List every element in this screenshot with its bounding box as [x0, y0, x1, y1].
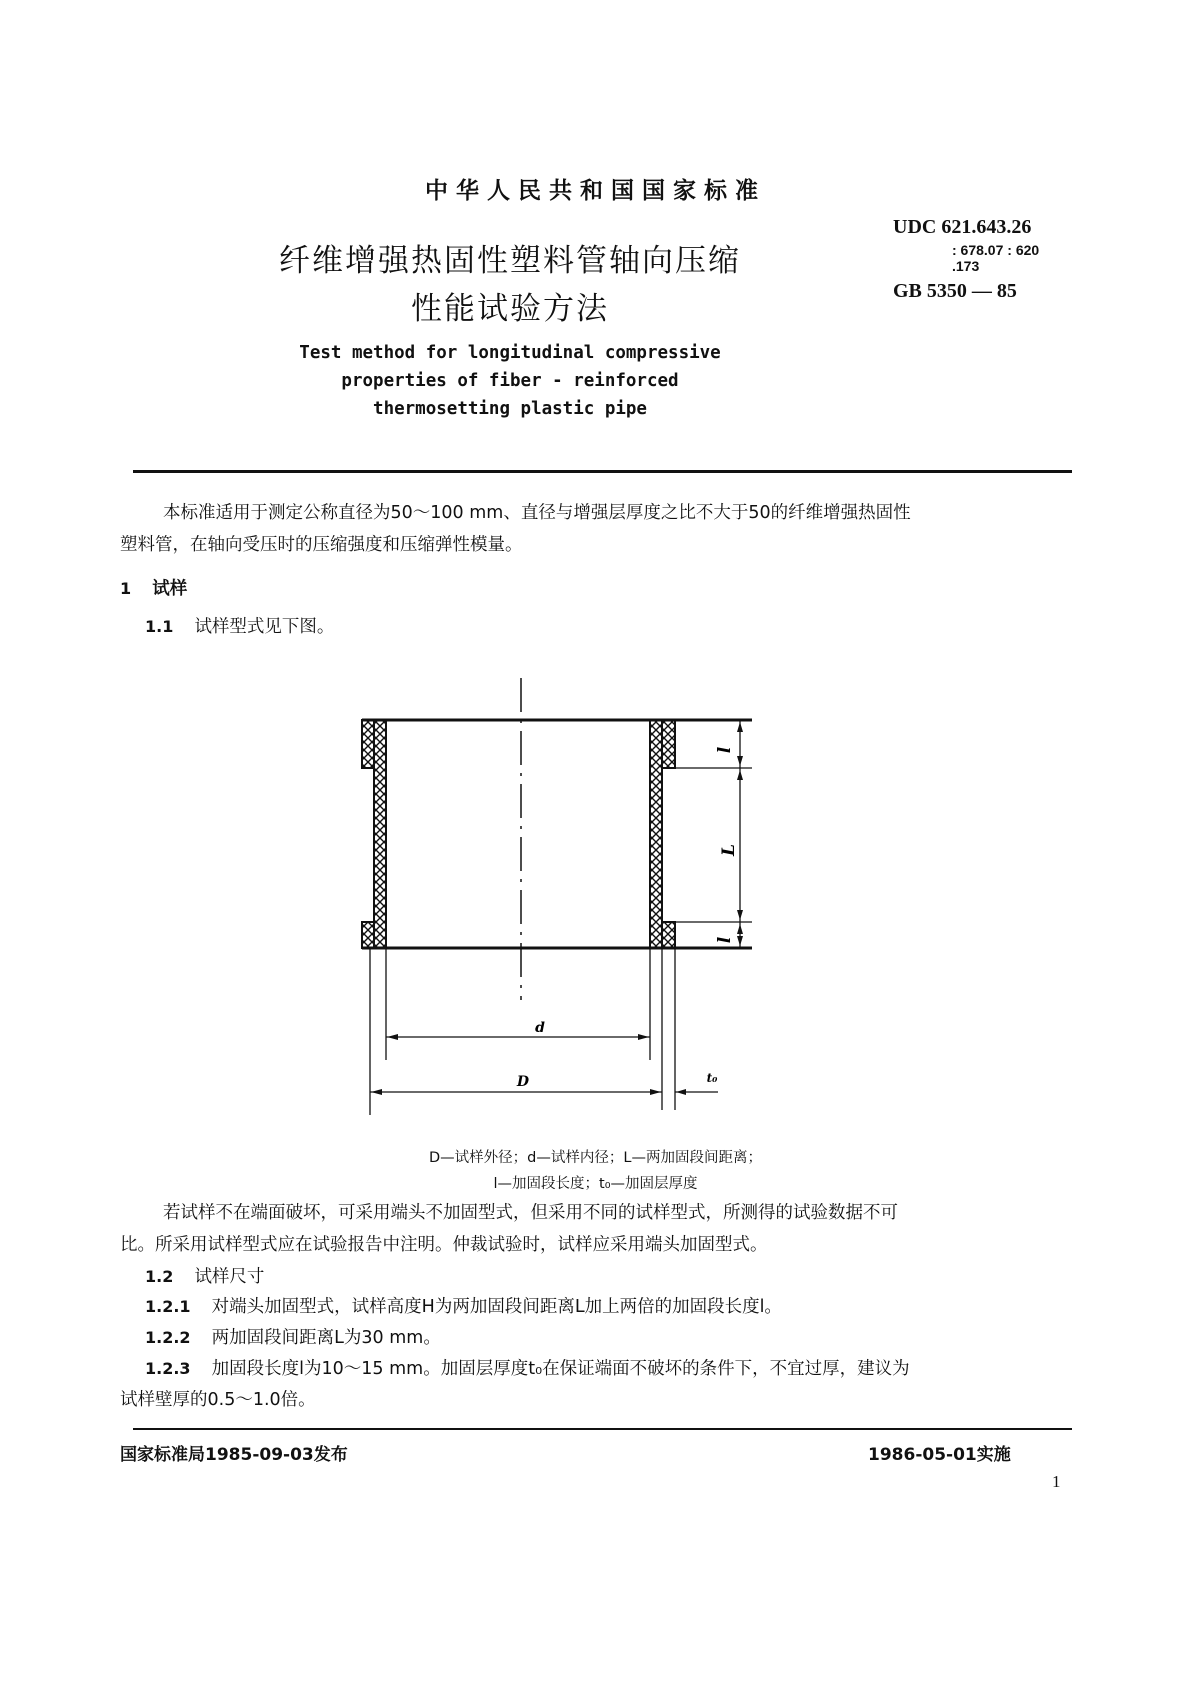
left-top-reinforcement	[362, 720, 374, 768]
section-1-2	[145, 1262, 264, 1293]
para-line1: 若试样不在端面破坏，可采用端头不加固型式，但采用不同的试样型式，所测得的试验数据不可	[163, 1203, 898, 1223]
standard-category: 中华人民共和国国家标准	[425, 178, 766, 204]
dim-label-l-top: l	[715, 746, 735, 754]
section-1-2-2-text: 两加固段间距离L为30 mm。	[211, 1328, 441, 1348]
right-pipe-wall	[650, 720, 662, 948]
figure-caption-line2: l—加固段长度；t₀—加固层厚度	[493, 1176, 698, 1192]
udc-code: UDC 621.643.26	[893, 216, 1032, 238]
section-1-2-1	[145, 1292, 782, 1323]
specimen-diagram	[340, 670, 780, 1130]
footer-divider	[133, 1428, 1072, 1430]
left-pipe-wall	[374, 720, 386, 948]
effective-date: 1986-05-01实施	[868, 1445, 1011, 1465]
title-en-line3: thermosetting plastic pipe	[373, 399, 647, 419]
dim-label-t0: t₀	[706, 1071, 718, 1085]
udc-code-line3: .173	[952, 258, 980, 274]
udc-code-line2: : 678.07 : 620	[952, 242, 1040, 258]
section-1-2-text: 试样尺寸	[194, 1267, 265, 1287]
left-bottom-reinforcement	[362, 922, 374, 948]
section-1-title: 试样	[152, 579, 188, 599]
section-1-2-1-number: 1.2.1	[145, 1297, 191, 1316]
right-top-reinforcement	[662, 720, 675, 768]
title-cn-line1: 纤维增强热固性塑料管轴向压缩	[279, 243, 741, 279]
issue-date: 国家标准局1985-09-03发布	[120, 1445, 348, 1465]
title-cn-line2: 性能试验方法	[411, 291, 609, 327]
section-1-2-number: 1.2	[145, 1267, 174, 1286]
page-number: 1	[1052, 1472, 1061, 1491]
section-1-heading	[120, 574, 187, 605]
title-en-line2: properties of fiber - reinforced	[341, 371, 679, 391]
dim-label-D: D	[516, 1074, 530, 1090]
figure-caption-line1: D—试样外径；d—试样内径；L—两加固段间距离；	[429, 1150, 762, 1166]
title-en-line1: Test method for longitudinal compressive	[299, 343, 721, 363]
para-line2: 比。所采用试样型式应在试验报告中注明。仲裁试验时，试样应采用端头加固型式。	[120, 1235, 768, 1255]
intro-line1: 本标准适用于测定公称直径为50～100 mm、直径与增强层厚度之比不大于50的纤维增强热固性	[163, 503, 911, 523]
section-1-2-2	[145, 1323, 441, 1354]
header-divider	[133, 470, 1072, 473]
section-1-1-text: 试样型式见下图。	[194, 617, 335, 637]
dim-label-L: L	[719, 844, 739, 856]
dim-label-l-bottom: l	[715, 936, 735, 944]
section-1-number: 1	[120, 579, 132, 598]
section-1-2-3-text: 加固段长度l为10～15 mm。加固层厚度t₀在保证端面不破坏的条件下，不宜过厚，建议为	[211, 1359, 910, 1379]
section-1-1-number: 1.1	[145, 617, 174, 636]
section-1-2-2-number: 1.2.2	[145, 1328, 191, 1347]
section-1-2-1-text: 对端头加固型式，试样高度H为两加固段间距离L加上两倍的加固段长度l。	[211, 1297, 782, 1317]
section-1-1	[145, 612, 334, 643]
gb-code: GB 5350 — 85	[893, 280, 1017, 302]
right-bottom-reinforcement	[662, 922, 675, 948]
section-1-2-3	[145, 1354, 910, 1385]
dim-label-d: d	[535, 1020, 545, 1036]
section-1-2-3-number: 1.2.3	[145, 1359, 191, 1378]
section-1-2-3-text-line2: 试样壁厚的0.5～1.0倍。	[120, 1390, 316, 1410]
intro-line2: 塑料管，在轴向受压时的压缩强度和压缩弹性模量。	[120, 535, 523, 555]
